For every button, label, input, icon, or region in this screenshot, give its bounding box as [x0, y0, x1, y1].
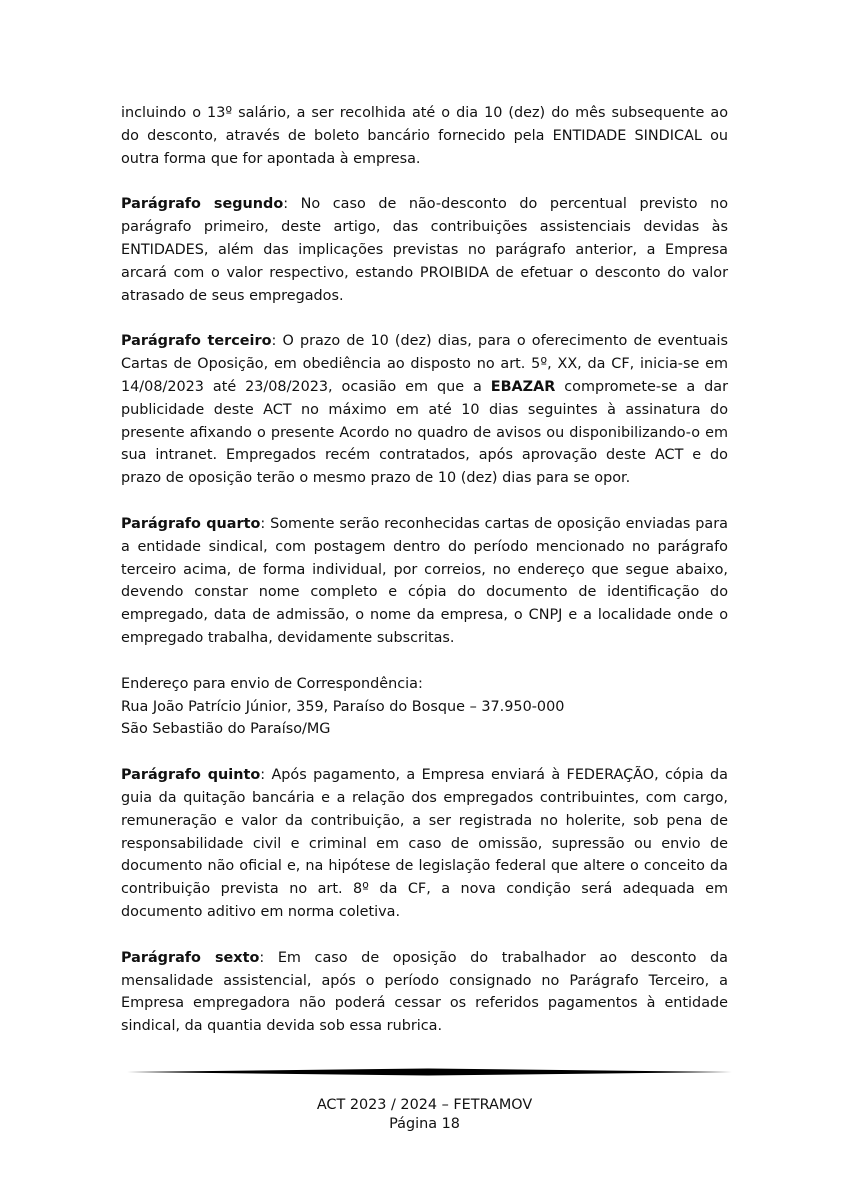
paragraph-terceiro: [121, 330, 728, 490]
correspondence-address: [121, 673, 728, 741]
paragraph-segundo: [121, 193, 728, 307]
paragraph-label: Parágrafo sexto: [121, 949, 260, 966]
address-street: Rua João Patrício Júnior, 359, Paraíso do Bosque – 37.950-000: [121, 698, 565, 715]
footer-divider: [124, 1068, 732, 1076]
label-separator: :: [271, 333, 283, 350]
paragraph-sexto: [121, 947, 728, 1038]
paragraph-label: Parágrafo quarto: [121, 515, 261, 532]
footer-title: ACT 2023 / 2024 – FETRAMOV: [316, 1097, 533, 1113]
paragraph-text: No caso de não-desconto do percentual previsto no parágrafo primeiro, deste artigo, das contribuições assistenciais devidas às ENTIDADES, além das implicações previstas no parágrafo anterior, a Empresa arcará com o valor respectivo, estando PROIBIDA de efetuar o desconto do valor atrasado de seus empregados.: [121, 196, 728, 304]
paragraph-quarto: [121, 513, 728, 650]
company-name: EBAZAR: [490, 378, 556, 395]
paragraph-text: incluindo o 13º salário, a ser recolhida até o dia 10 (dez) do mês subsequente ao do desconto, através de boleto bancário fornecido pela ENTIDADE SINDICAL ou outra forma que for apontada à empresa.: [121, 105, 728, 167]
paragraph-label: Parágrafo segundo: [121, 196, 284, 213]
paragraph-text: Em caso de oposição do trabalhador ao desconto da mensalidade assistencial, após o período consignado no Parágrafo Terceiro, a Empresa empregadora não poderá cessar os referidos pagamentos à entidade sindical, da quantia devida sob essa rubrica.: [121, 949, 728, 1035]
label-separator: :: [260, 767, 272, 784]
paragraph-quinto: [121, 764, 728, 924]
paragraph-text-continued: compromete-se a dar publicidade deste ACT no máximo em até 10 dias seguintes à assinatura do presente afixando o presente Acordo no quadro de avisos ou disponibilizando-o em sua intranet. Empregados recém contratados, após aprovação deste ACT e do prazo de oposição terão o mesmo prazo de 10 (dez) dias para se opor.: [121, 378, 728, 487]
label-separator: :: [283, 196, 301, 213]
paragraph-text: Somente serão reconhecidas cartas de oposição enviadas para a entidade sindical, com postagem dentro do período mencionado no parágrafo terceiro acima, de forma individual, por correios, no endereço que segue abaixo, devendo constar nome completo e cópia do documento de identificação do empregado, data de admissão, o nome da empresa, o CNPJ e a localidade onde o empregado trabalha, devidamente subscritas.: [121, 515, 728, 646]
label-separator: :: [260, 515, 271, 532]
page-footer: [0, 1096, 849, 1134]
document-body: [121, 102, 728, 1061]
paragraph-continuation: [121, 102, 728, 170]
page-number: Página 18: [389, 1116, 460, 1132]
label-separator: :: [259, 949, 278, 966]
paragraph-label: Parágrafo quinto: [121, 767, 261, 784]
address-heading: Endereço para envio de Correspondência:: [121, 675, 423, 692]
paragraph-text: Após pagamento, a Empresa enviará à FEDERAÇÃO, cópia da guia da quitação bancária e a relação dos empregados contribuintes, com cargo, remuneração e valor da contribuição, a ser registrada no holerite, sob pena de responsabilidade civil e criminal em caso de omissão, supressão ou envio de documento não oficial e, na hipótese de legislação federal que altere o conceito da contribuição prevista no art. 8º da CF, a nova condição será adequada em documento aditivo em norma coletiva.: [121, 767, 728, 920]
address-city: São Sebastião do Paraíso/MG: [121, 721, 331, 738]
paragraph-label: Parágrafo terceiro: [121, 333, 272, 350]
paragraph-text: O prazo de 10 (dez) dias, para o oferecimento de eventuais Cartas de Oposição, em obediência ao disposto no art. 5º, XX, da CF, inicia-se em 14/08/2023 até 23/08/2023, ocasião em que a: [121, 333, 728, 395]
